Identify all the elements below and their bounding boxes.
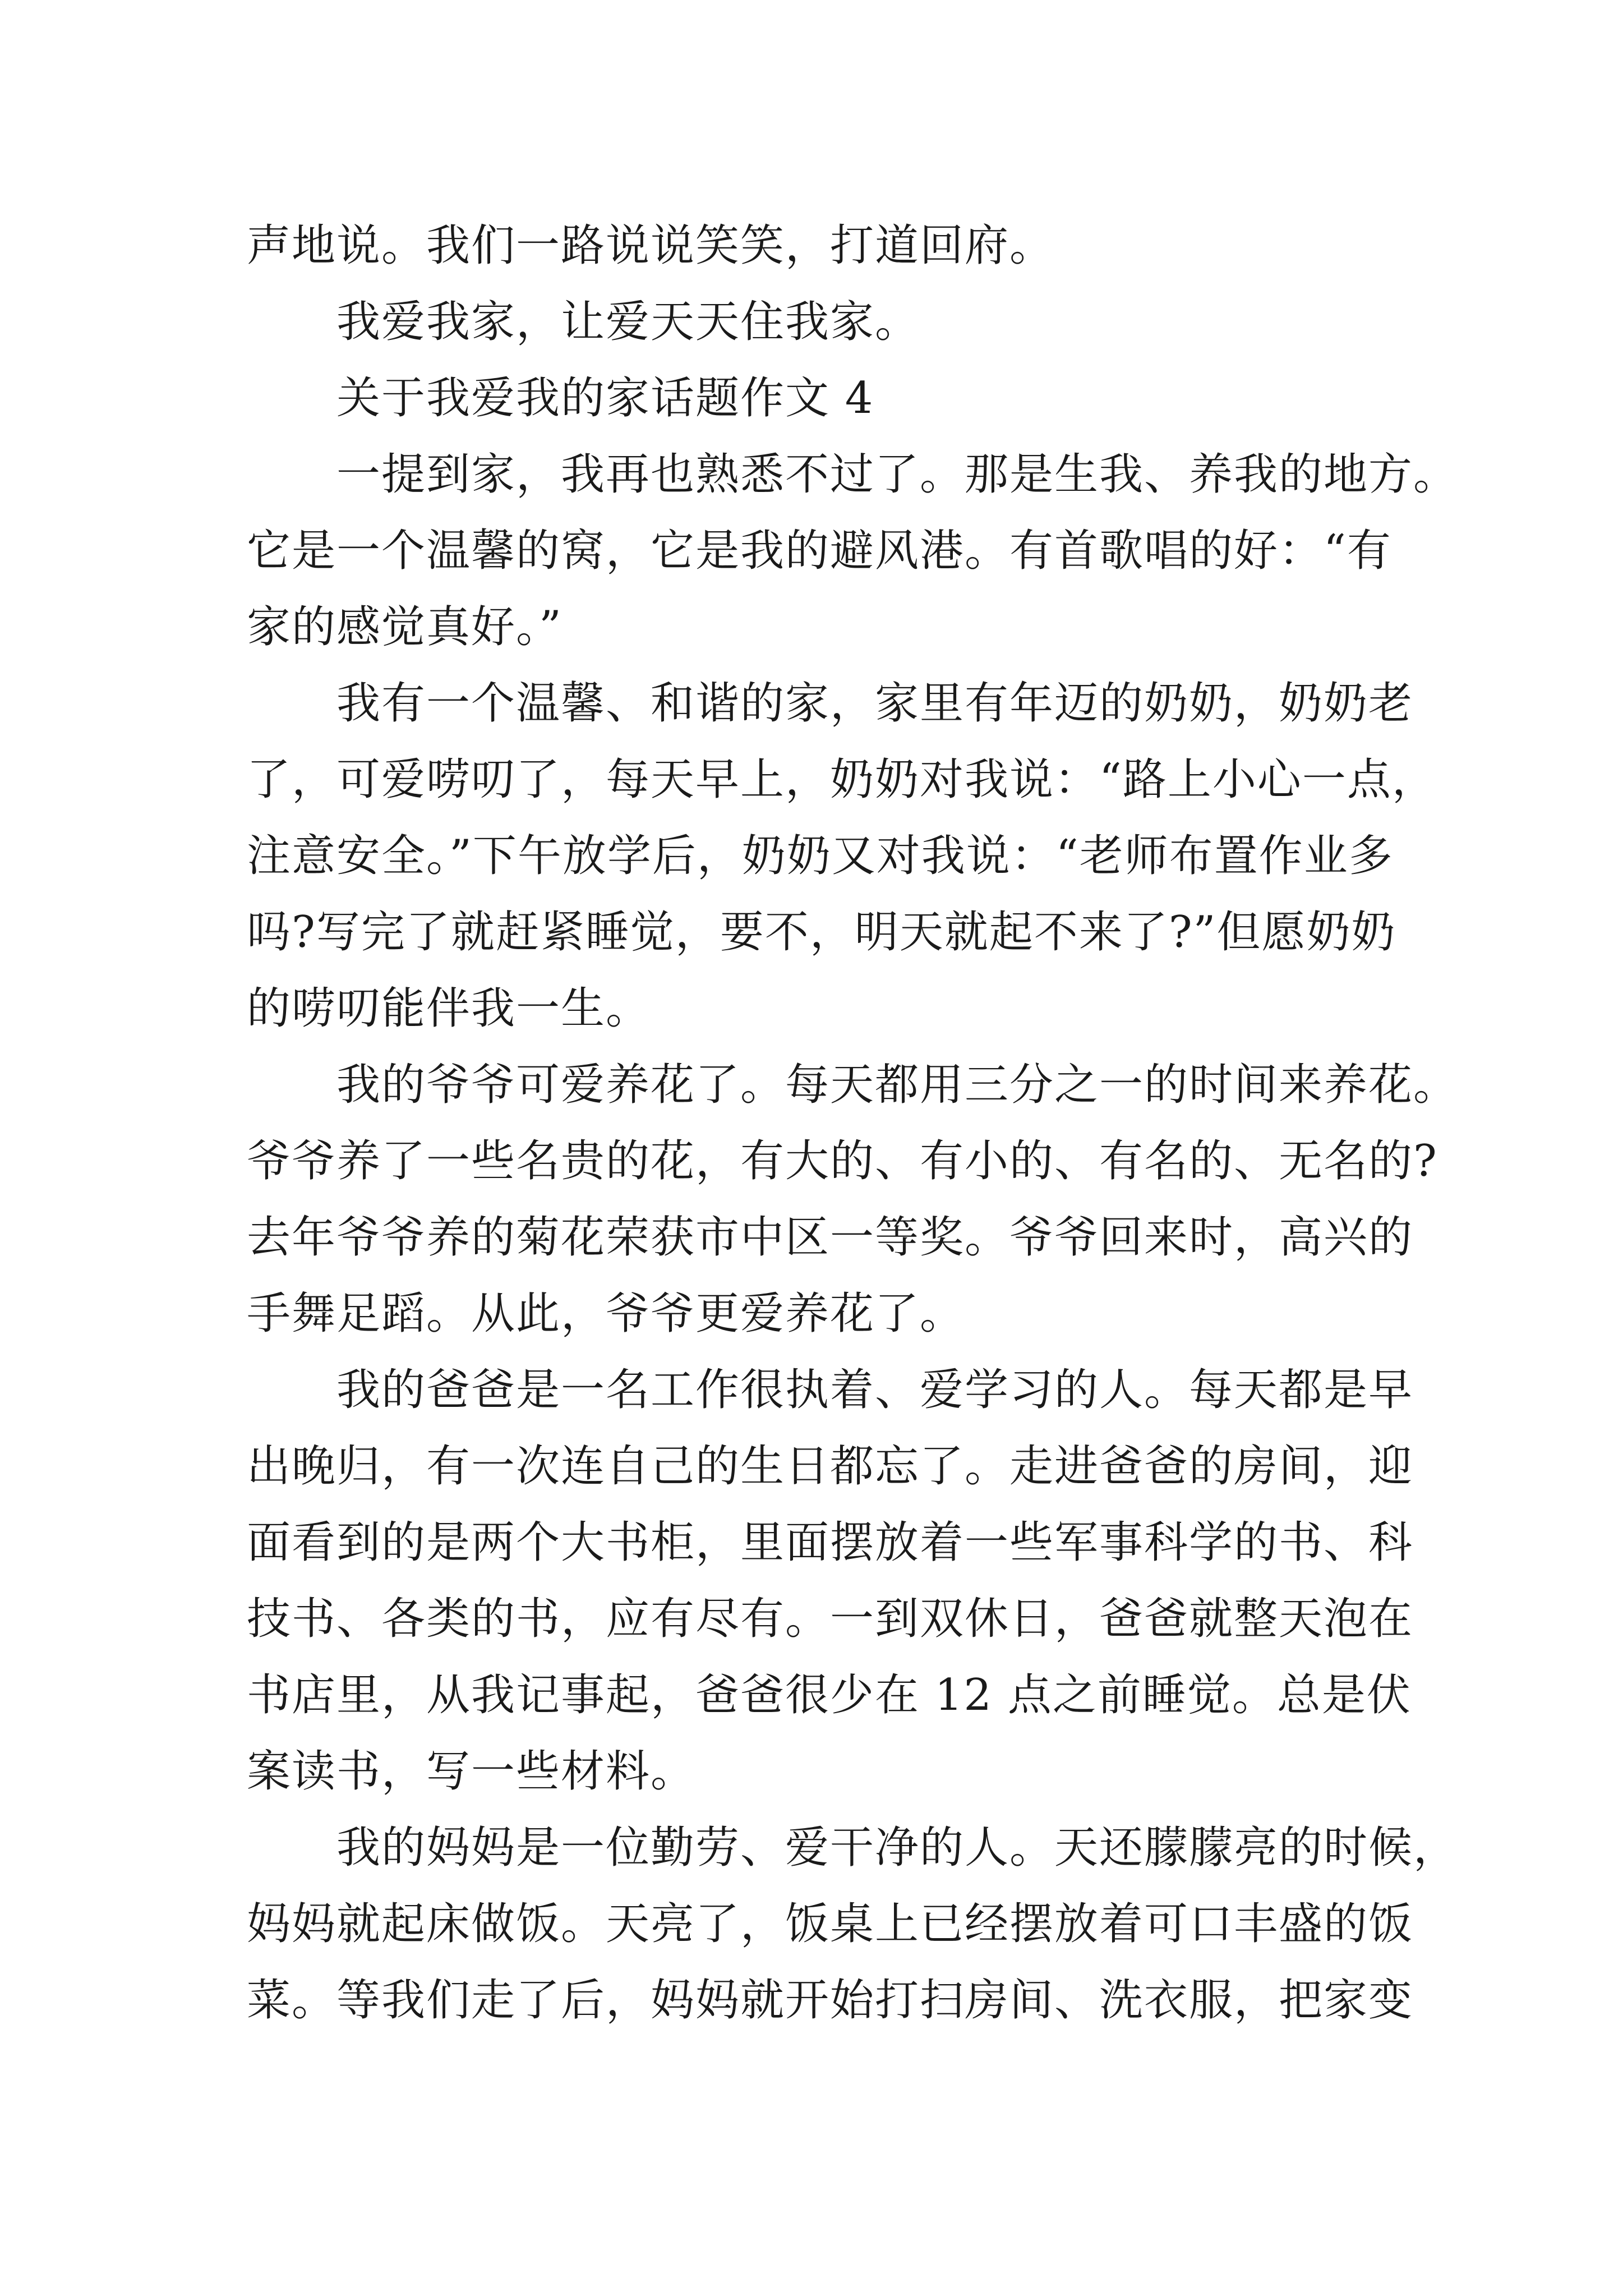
text-line: 技书、各类的书，应有尽有。一到双休日，爸爸就整天泡在 xyxy=(247,1594,1414,1644)
text-line: 了，可爱唠叨了，每天早上，奶奶对我说：“路上小心一点， xyxy=(247,754,1437,805)
text-line: 爷爷养了一些名贵的花，有大的、有小的、有名的、无名的? xyxy=(247,1136,1438,1186)
text-line: 手舞足蹈。从此，爷爷更爱养花了。 xyxy=(247,1289,965,1339)
text-line: 案读书，写一些材料。 xyxy=(247,1746,696,1797)
essay-text xyxy=(247,208,1459,2039)
text-line: 面看到的是两个大书柜，里面摆放着一些军事科学的书、科 xyxy=(247,1517,1414,1568)
text-line: 去年爷爷养的菊花荣获市中区一等奖。爷爷回来时，高兴的 xyxy=(247,1212,1414,1263)
text-line: 家的感觉真好。” xyxy=(247,602,562,652)
text-line: 妈妈就起床做饭。天亮了，饭桌上已经摆放着可口丰盛的饭 xyxy=(247,1899,1414,1949)
text-line: 出晚归，有一次连自己的生日都忘了。走进爸爸的房间，迎 xyxy=(247,1441,1414,1492)
text-line: 一提到家，我再也熟悉不过了。那是生我、养我的地方。 xyxy=(336,449,1459,500)
text-line: 吗?写完了就赶紧睡觉，要不，明天就起不来了?”但愿奶奶 xyxy=(247,907,1396,958)
text-line: 注意安全。”下午放学后，奶奶又对我说：“老师布置作业多 xyxy=(247,831,1394,881)
text-line: 书店里，从我记事起，爸爸很少在 12 点之前睡觉。总是伏 xyxy=(247,1670,1412,1720)
text-line: 我有一个温馨、和谐的家，家里有年迈的奶奶，奶奶老 xyxy=(336,678,1414,729)
text-line: 菜。等我们走了后，妈妈就开始打扫房间、洗衣服，把家变 xyxy=(247,1975,1414,2026)
text-line: 我的爸爸是一名工作很执着、爱学习的人。每天都是早 xyxy=(336,1365,1414,1415)
essay-title: 关于我爱我的家话题作文 4 xyxy=(336,373,874,424)
text-line: 它是一个温馨的窝，它是我的避风港。有首歌唱的好：“有 xyxy=(247,526,1392,576)
text-line: 声地说。我们一路说说笑笑，打道回府。 xyxy=(247,220,1055,271)
text-line: 的唠叨能伴我一生。 xyxy=(247,983,651,1034)
text-line: 我的妈妈是一位勤劳、爱干净的人。天还朦朦亮的时候， xyxy=(336,1823,1459,1873)
text-line: 我爱我家，让爱天天住我家。 xyxy=(336,297,920,347)
text-line: 我的爷爷可爱养花了。每天都用三分之一的时间来养花。 xyxy=(336,1060,1459,1110)
